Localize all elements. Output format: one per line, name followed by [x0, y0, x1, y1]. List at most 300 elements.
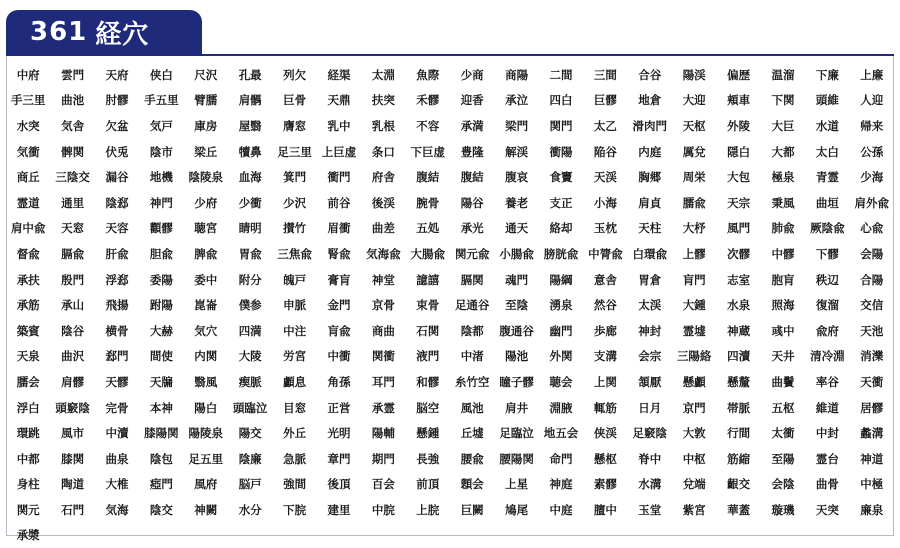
acupoint-item: 三陽絡 — [676, 349, 712, 364]
acupoint-item: 扶突 — [371, 93, 395, 108]
acupoint-item: 商丘 — [16, 170, 40, 185]
acupoint-item: 下髎 — [815, 246, 839, 261]
acupoint-item: 章門 — [327, 451, 351, 466]
acupoint-item: 膈関 — [460, 272, 484, 287]
acupoint-item: 胃兪 — [238, 246, 262, 261]
acupoint-item: 彧中 — [771, 323, 795, 338]
acupoint-item: 本神 — [149, 400, 173, 415]
acupoint-item: 曲泉 — [105, 451, 129, 466]
acupoint-item: 食竇 — [549, 170, 573, 185]
acupoint-item: 期門 — [371, 451, 395, 466]
acupoint-item: 気海兪 — [366, 246, 401, 261]
acupoint-item: 承光 — [460, 221, 484, 236]
acupoint-item: 殷門 — [61, 272, 85, 287]
acupoint-item: 膝陽関 — [144, 426, 179, 441]
acupoint-item: 完骨 — [105, 400, 129, 415]
acupoint-item: 膻中 — [593, 502, 617, 517]
acupoint-item: 大杼 — [682, 221, 706, 236]
acupoint-item: 命門 — [549, 451, 573, 466]
acupoint-item: 腰兪 — [460, 451, 484, 466]
acupoint-item: 申脈 — [283, 298, 307, 313]
acupoint-item: 通里 — [61, 195, 85, 210]
acupoint-item: 正営 — [327, 400, 351, 415]
acupoint-item: 脊中 — [638, 451, 662, 466]
acupoint-item: 中封 — [815, 426, 839, 441]
acupoint-item: 瞳子髎 — [499, 374, 534, 389]
acupoint-item: 関元 — [16, 502, 40, 517]
acupoint-item: 腰陽関 — [499, 451, 534, 466]
acupoint-item: 足三里 — [277, 144, 312, 159]
acupoint-item: 水溝 — [638, 477, 662, 492]
acupoint-item: 急脈 — [283, 451, 307, 466]
acupoint-item: 三焦兪 — [277, 246, 312, 261]
acupoint-item: 下廉 — [815, 67, 839, 82]
acupoint-item: 中府 — [16, 67, 40, 82]
acupoint-item: 承筋 — [16, 298, 40, 313]
acupoint-item: 少沢 — [283, 195, 307, 210]
acupoint-item: 大鍾 — [682, 298, 706, 313]
acupoint-item: 解渓 — [505, 144, 529, 159]
acupoint-item: 曲池 — [61, 93, 85, 108]
acupoint-item: 曲骨 — [815, 477, 839, 492]
acupoint-item: 水突 — [16, 118, 40, 133]
acupoint-item: 承山 — [61, 298, 85, 313]
acupoint-item: 漏谷 — [105, 170, 129, 185]
acupoint-item: 風市 — [61, 426, 85, 441]
acupoint-item: 中瀆 — [105, 426, 129, 441]
acupoint-item: 華蓋 — [727, 502, 751, 517]
acupoint-item: 肘髎 — [105, 93, 129, 108]
acupoint-item: 気海 — [105, 502, 129, 517]
acupoint-item: 小海 — [593, 195, 617, 210]
acupoint-item: 天突 — [815, 502, 839, 517]
acupoint-item: 浮白 — [16, 400, 40, 415]
acupoint-item: 京骨 — [371, 298, 395, 313]
acupoint-item: 曲垣 — [815, 195, 839, 210]
acupoint-item: 跗陽 — [149, 298, 173, 313]
acupoint-item: 頷厭 — [638, 374, 662, 389]
acupoint-item: 乳中 — [327, 118, 351, 133]
acupoint-item: 天髎 — [105, 374, 129, 389]
acupoint-item: 束骨 — [416, 298, 440, 313]
acupoint-item: 曲沢 — [61, 349, 85, 364]
acupoint-item: 上星 — [505, 477, 529, 492]
acupoint-item: 神堂 — [371, 272, 395, 287]
acupoint-item: 伏兎 — [105, 144, 129, 159]
acupoint-item: 天泉 — [16, 349, 40, 364]
acupoint-item: 顖会 — [460, 477, 484, 492]
acupoint-item: 風門 — [727, 221, 751, 236]
acupoint-item: 筋縮 — [727, 451, 751, 466]
page-title — [6, 10, 202, 54]
acupoint-item: 居髎 — [860, 400, 884, 415]
acupoint-item: 陰谷 — [61, 323, 85, 338]
acupoint-item: 和髎 — [416, 374, 440, 389]
acupoint-item: 委中 — [194, 272, 218, 287]
acupoint-item: 陽渓 — [682, 67, 706, 82]
acupoint-item: 肩髎 — [61, 374, 85, 389]
acupoint-item: 紫宮 — [682, 502, 706, 517]
acupoint-item: 中髎 — [771, 246, 795, 261]
acupoint-item: 前頂 — [416, 477, 440, 492]
acupoint-item: 天宗 — [727, 195, 751, 210]
acupoint-item: 翳風 — [194, 374, 218, 389]
acupoint-item: 至陽 — [771, 451, 795, 466]
acupoint-item: 府舎 — [371, 170, 395, 185]
acupoint-item: 攅竹 — [283, 221, 307, 236]
acupoint-item: 曲差 — [371, 221, 395, 236]
acupoint-item: 会陽 — [860, 246, 884, 261]
acupoint-item: 養老 — [505, 195, 529, 210]
acupoint-item: 耳門 — [371, 374, 395, 389]
acupoint-item: 腹結 — [416, 170, 440, 185]
acupoint-item: 歩廊 — [593, 323, 617, 338]
acupoint-item: 天容 — [105, 221, 129, 236]
acupoint-item: 少衝 — [238, 195, 262, 210]
acupoint-item: 率谷 — [815, 374, 839, 389]
acupoint-item: 魄戸 — [283, 272, 307, 287]
acupoint-item: 大巨 — [771, 118, 795, 133]
acupoint-item: 京門 — [682, 400, 706, 415]
acupoint-item: 胃倉 — [638, 272, 662, 287]
acupoint-item: 淵腋 — [549, 400, 573, 415]
acupoint-item: 清冷淵 — [810, 349, 845, 364]
acupoint-item: 太淵 — [371, 67, 395, 82]
acupoint-item: 臑兪 — [682, 195, 706, 210]
title-number: 361 — [30, 17, 88, 47]
acupoint-item: 太衝 — [771, 426, 795, 441]
acupoint-item: 委陽 — [149, 272, 173, 287]
acupoint-item: 水泉 — [727, 298, 751, 313]
acupoint-item: 白環兪 — [632, 246, 668, 261]
acupoint-item: 関衝 — [371, 349, 395, 364]
acupoint-item: 豊隆 — [460, 144, 484, 159]
acupoint-item: 懸枢 — [593, 451, 617, 466]
acupoint-item: 建里 — [327, 502, 351, 517]
acupoint-item: 上関 — [593, 374, 617, 389]
acupoint-item: 太乙 — [593, 118, 617, 133]
acupoint-item: 肩外兪 — [854, 195, 890, 210]
acupoint-item: 百会 — [371, 477, 395, 492]
acupoint-item: 腕骨 — [416, 195, 440, 210]
acupoint-item: 間使 — [149, 349, 173, 364]
acupoint-item: 三陰交 — [55, 170, 90, 185]
acupoint-grid — [6, 62, 894, 548]
acupoint-item: 承満 — [460, 118, 484, 133]
acupoint-item: 陰市 — [149, 144, 173, 159]
acupoint-item: 廉泉 — [860, 502, 884, 517]
acupoint-item: 陥谷 — [593, 144, 617, 159]
acupoint-item: 天牖 — [149, 374, 173, 389]
acupoint-item: 陰郄 — [105, 195, 129, 210]
acupoint-item: 外陵 — [727, 118, 751, 133]
acupoint-item: 承扶 — [16, 272, 40, 287]
acupoint-item: 前谷 — [327, 195, 351, 210]
acupoint-item: 経渠 — [327, 67, 351, 82]
acupoint-item: 交信 — [860, 298, 884, 313]
acupoint-item: 神蔵 — [727, 323, 751, 338]
acupoint-item: 五枢 — [771, 400, 795, 415]
acupoint-item: 崑崙 — [194, 298, 218, 313]
acupoint-item: 意舎 — [593, 272, 617, 287]
acupoint-item: 石関 — [416, 323, 440, 338]
acupoint-item: 懸顱 — [682, 374, 706, 389]
acupoint-item: 滑肉門 — [632, 118, 668, 133]
acupoint-item: 孔最 — [238, 67, 262, 82]
acupoint-item: 上廉 — [860, 67, 884, 82]
acupoint-item: 目窓 — [283, 400, 307, 415]
acupoint-item: 気衝 — [16, 144, 40, 159]
acupoint-item: 肩貞 — [638, 195, 662, 210]
acupoint-item: 天井 — [771, 349, 795, 364]
acupoint-item: 懸鍾 — [416, 426, 440, 441]
acupoint-item: 長強 — [416, 451, 440, 466]
acupoint-item: 衝門 — [327, 170, 351, 185]
acupoint-item: 胞肓 — [771, 272, 795, 287]
acupoint-item: 陽陵泉 — [188, 426, 224, 441]
acupoint-item: 侠白 — [149, 67, 173, 82]
acupoint-item: 肓門 — [682, 272, 706, 287]
acupoint-item: 神庭 — [549, 477, 573, 492]
acupoint-item: 偏歴 — [727, 67, 751, 82]
acupoint-item: 行間 — [727, 426, 751, 441]
acupoint-item: 幽門 — [549, 323, 573, 338]
acupoint-item: 維道 — [815, 400, 839, 415]
acupoint-item: 気舎 — [61, 118, 85, 133]
acupoint-item: 僕参 — [238, 298, 262, 313]
acupoint-item: 承漿 — [16, 528, 40, 543]
acupoint-item: 下関 — [771, 93, 795, 108]
acupoint-item: 少商 — [460, 67, 484, 82]
acupoint-item: 臂臑 — [194, 93, 218, 108]
acupoint-item: 天窓 — [61, 221, 85, 236]
acupoint-item: 人迎 — [860, 93, 884, 108]
acupoint-item: 飛揚 — [105, 298, 129, 313]
acupoint-item: 懸釐 — [727, 374, 751, 389]
acupoint-item: 中都 — [16, 451, 40, 466]
acupoint-item: 秩辺 — [815, 272, 839, 287]
acupoint-item: 陽輔 — [371, 426, 395, 441]
acupoint-item: 浮郄 — [105, 272, 129, 287]
acupoint-item: 心兪 — [860, 221, 884, 236]
acupoint-item: 水道 — [815, 118, 839, 133]
acupoint-item: 商曲 — [371, 323, 395, 338]
acupoint-item: 帯脈 — [727, 400, 751, 415]
acupoint-item: 外丘 — [283, 426, 307, 441]
acupoint-item: 小腸兪 — [499, 246, 534, 261]
acupoint-item: 関元兪 — [454, 246, 490, 261]
acupoint-item: 膀胱兪 — [543, 246, 579, 261]
acupoint-item: 天渓 — [593, 170, 617, 185]
acupoint-item: 強間 — [283, 477, 307, 492]
acupoint-item: 大腸兪 — [410, 246, 446, 261]
acupoint-item: 梁門 — [505, 118, 529, 133]
acupoint-item: 庫房 — [194, 118, 218, 133]
acupoint-item: 天池 — [860, 323, 884, 338]
acupoint-item: 屋翳 — [238, 118, 262, 133]
acupoint-item: 上髎 — [682, 246, 706, 261]
acupoint-item: 肩中兪 — [10, 221, 46, 236]
acupoint-item: 聴宮 — [194, 221, 218, 236]
acupoint-item: 頭臨泣 — [232, 400, 268, 415]
acupoint-item: 陽池 — [505, 349, 529, 364]
acupoint-item: 青霊 — [815, 170, 839, 185]
acupoint-item: 足通谷 — [454, 298, 490, 313]
acupoint-item: 築賓 — [16, 323, 40, 338]
acupoint-item: 巨骨 — [283, 93, 307, 108]
acupoint-item: 乳根 — [371, 118, 395, 133]
acupoint-item: 天鼎 — [327, 93, 351, 108]
acupoint-item: 臑会 — [16, 374, 40, 389]
acupoint-item: 腎兪 — [327, 246, 351, 261]
acupoint-item: 神道 — [860, 451, 884, 466]
title-text: 経穴 — [95, 19, 150, 50]
acupoint-item: 秉風 — [771, 195, 795, 210]
acupoint-item: 金門 — [327, 298, 351, 313]
acupoint-item: 瘈脈 — [238, 374, 262, 389]
acupoint-item: 公孫 — [860, 144, 884, 159]
acupoint-item: 肩井 — [505, 400, 529, 415]
acupoint-item: 会宗 — [638, 349, 662, 364]
acupoint-item: 次髎 — [727, 246, 751, 261]
acupoint-item: 髀関 — [61, 144, 85, 159]
acupoint-item: 霊道 — [16, 195, 40, 210]
acupoint-item: 陰交 — [149, 502, 173, 517]
acupoint-item: 素髎 — [593, 477, 617, 492]
acupoint-item: 支正 — [549, 195, 573, 210]
acupoint-item: 陰都 — [460, 323, 484, 338]
acupoint-item: 腹結 — [460, 170, 484, 185]
acupoint-item: 肩髃 — [238, 93, 262, 108]
acupoint-item: 血海 — [238, 170, 262, 185]
acupoint-item: 附分 — [238, 272, 262, 287]
acupoint-item: 陰廉 — [238, 451, 262, 466]
acupoint-item: 聴会 — [549, 374, 573, 389]
acupoint-item: 極泉 — [771, 170, 795, 185]
acupoint-item: 輒筋 — [593, 400, 617, 415]
acupoint-item: 督兪 — [16, 246, 40, 261]
acupoint-item: 陶道 — [61, 477, 85, 492]
acupoint-item: 霊台 — [815, 451, 839, 466]
acupoint-item: 玉枕 — [593, 221, 617, 236]
acupoint-item: 陽白 — [194, 400, 218, 415]
acupoint-item: 腹通谷 — [499, 323, 534, 338]
acupoint-item: 尺沢 — [194, 67, 218, 82]
acupoint-item: 陽谷 — [460, 195, 484, 210]
acupoint-item: 脳空 — [416, 400, 440, 415]
acupoint-item: 鳩尾 — [505, 502, 529, 517]
acupoint-item: 眉衝 — [327, 221, 351, 236]
acupoint-item: 陰陵泉 — [188, 170, 224, 185]
acupoint-item: 顱息 — [283, 374, 307, 389]
acupoint-item: 隠白 — [727, 144, 751, 159]
acupoint-item: 大敦 — [682, 426, 706, 441]
acupoint-item: 関門 — [549, 118, 573, 133]
acupoint-item: 肓兪 — [327, 323, 351, 338]
acupoint-item: 照海 — [771, 298, 795, 313]
acupoint-item: 不容 — [416, 118, 440, 133]
acupoint-item: 角孫 — [327, 374, 351, 389]
acupoint-item: 欠盆 — [105, 118, 129, 133]
acupoint-item: 志室 — [727, 272, 751, 287]
acupoint-item: 太白 — [815, 144, 839, 159]
acupoint-item: 天柱 — [638, 221, 662, 236]
acupoint-item: 水分 — [238, 502, 262, 517]
acupoint-item: 二間 — [549, 67, 573, 82]
acupoint-item: 風池 — [460, 400, 484, 415]
acupoint-item: 大陵 — [238, 349, 262, 364]
acupoint-item: 四満 — [238, 323, 262, 338]
acupoint-item: 神門 — [149, 195, 173, 210]
acupoint-item: 神闕 — [194, 502, 218, 517]
acupoint-item: 璇璣 — [771, 502, 795, 517]
acupoint-item: 犢鼻 — [238, 144, 262, 159]
acupoint-item: 瘂門 — [149, 477, 173, 492]
acupoint-item: 少海 — [860, 170, 884, 185]
acupoint-item: 絡却 — [549, 221, 573, 236]
acupoint-item: 蠡溝 — [860, 426, 884, 441]
acupoint-item: 石門 — [61, 502, 85, 517]
acupoint-item: 巨髎 — [593, 93, 617, 108]
acupoint-item: 内関 — [194, 349, 218, 364]
acupoint-item: 中衝 — [327, 349, 351, 364]
acupoint-item: 中枢 — [682, 451, 706, 466]
acupoint-item: 膝関 — [61, 451, 85, 466]
acupoint-item: 巨闕 — [460, 502, 484, 517]
acupoint-item: 中脘 — [371, 502, 395, 517]
acupoint-item: 足臨泣 — [499, 426, 534, 441]
acupoint-item: 至陰 — [505, 298, 529, 313]
acupoint-item: 頭維 — [815, 93, 839, 108]
acupoint-item: 列欠 — [283, 67, 307, 82]
acupoint-item: 膏肓 — [327, 272, 351, 287]
acupoint-item: 下脘 — [283, 502, 307, 517]
acupoint-item: 箕門 — [283, 170, 307, 185]
acupoint-item: 禾髎 — [416, 93, 440, 108]
acupoint-item: 大都 — [771, 144, 795, 159]
acupoint-item: 膺窓 — [283, 118, 307, 133]
acupoint-item: 身柱 — [16, 477, 40, 492]
acupoint-item: 齦交 — [727, 477, 751, 492]
acupoint-item: 胆兪 — [149, 246, 173, 261]
acupoint-item: 頭竅陰 — [55, 400, 90, 415]
acupoint-item: 商陽 — [505, 67, 529, 82]
acupoint-item: 厲兌 — [682, 144, 706, 159]
acupoint-item: 地五会 — [543, 426, 579, 441]
acupoint-item: 玉堂 — [638, 502, 662, 517]
acupoint-item: 地倉 — [638, 93, 662, 108]
acupoint-item: 温溜 — [771, 67, 795, 82]
acupoint-item: 兌端 — [682, 477, 706, 492]
acupoint-item: 上脘 — [416, 502, 440, 517]
acupoint-item: 帰来 — [860, 118, 884, 133]
acupoint-item: 陽綱 — [549, 272, 573, 287]
acupoint-item: 霊墟 — [682, 323, 706, 338]
acupoint-item: 天衝 — [860, 374, 884, 389]
acupoint-item: 足五里 — [188, 451, 224, 466]
acupoint-item: 足竅陰 — [632, 426, 668, 441]
acupoint-item: 承泣 — [505, 93, 529, 108]
acupoint-item: 脳戸 — [238, 477, 262, 492]
acupoint-item: 手三里 — [10, 93, 46, 108]
acupoint-item: 丘墟 — [460, 426, 484, 441]
acupoint-item: 地機 — [149, 170, 173, 185]
acupoint-item: 胸郷 — [638, 170, 662, 185]
acupoint-item: 消濼 — [860, 349, 884, 364]
acupoint-item: 上巨虚 — [321, 144, 357, 159]
acupoint-item: 兪府 — [815, 323, 839, 338]
acupoint-item: 周栄 — [682, 170, 706, 185]
